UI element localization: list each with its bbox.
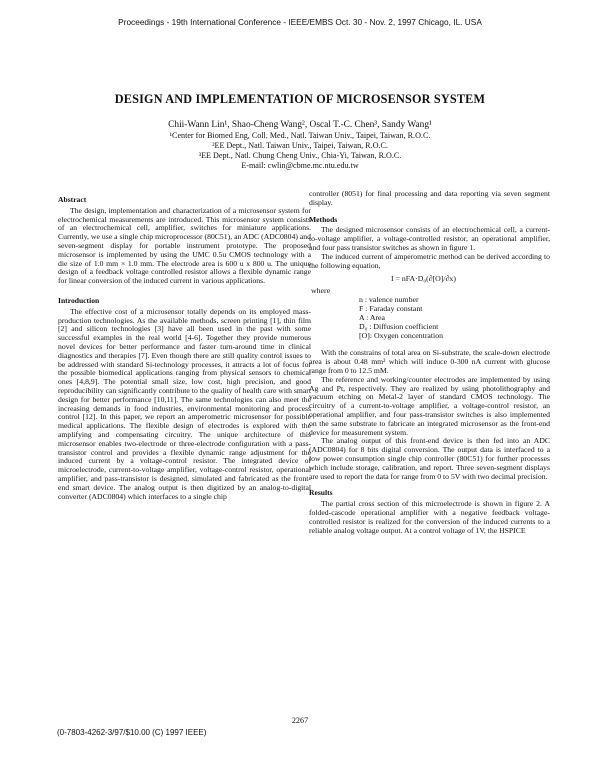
equation [309,275,550,287]
page-number: 2267 [291,716,309,725]
methods-para-2: The induced current of amperometric method can be derived according to the following equation, [309,251,550,270]
methods-para-3: With the constrains of total area on Si-substrate, the scale-down electrode area is about 0.48 mm² which will induce 0-300 nA current with glucose range from 0 to 12.5 mM. [309,348,550,375]
affiliation-2: ²EE Dept., Natl. Taiwan Univ., Taipei, Taiwan, R.O.C. [212,141,388,150]
definition-item: A : Area [359,313,385,323]
results-heading: Results [309,488,333,498]
introduction-heading: Introduction [58,295,100,305]
affiliation-3: ³EE Dept., Natl. Chung Cheng Univ., Chia-Yi, Taiwan, R.O.C. [198,151,402,160]
affiliation-1: ¹Center for Biomed Eng, Coll. Med., Natl. Taiwan Univ., Taipei, Taiwan, R.O.C. [169,131,431,140]
conference-header: Proceedings - 19th International Conference - IEEE/EMBS Oct. 30 - Nov. 2, 1997 Chicago, IL. USA [118,17,482,27]
left-column [58,196,311,501]
introduction-text: The effective cost of a microsensor totally depends on its employed mass-production technologies. As the available methods, screen printing [1], thin film [2] and silicon technologies [3] have all been used in the past with some successful examples in the real world [4-6]. Together they provide numerous novel devices for better performance and faster turn-around time in clinical diagnostics and therapies [7]. Even though there are still quality control issues to be addressed with standard Si-technology processes, it attracts a lot of focus for the possible biomedical applications ranging from physical sensors to chemical ones [4,8,9]. The potential small size, low cost, high precision, and good reproducibility can significantly contribute to the quality of health care with smart design for better performance [10,11]. The same technologies can also meet the increasing demands in food industries, environmental monitoring and process control [12]. In this paper, we report an amperometric microsensor for possible medical applications. The flexible design of electrodes is explored with the amplifying and compensating circuitry. The unique architecture of this microsensor enables two-electrode or three-electrode configuration with a pass-transistor control and provides a flexible dynamic range adjustment for the induced current by a voltage-control resistor. The integrated device of microelectrode, current-to-voltage amplifier, voltage-control resistor, operational amplifier, and pass-transistor is designed, simulated and fabricated as the front-end smart device. The analog output is then digitized by an analog-to-digital converter (ADC0804) which interfaces to a single chip [58,306,311,501]
equation-text: I = nFA·D₀(∂[O]/∂x) [391,274,456,284]
abstract-text: The design, implementation and characterization of a microsensor system for electrochemical measurements are introduced. This microsensor system consists of an electrochemical cell, amplifier, switches for miniature applications. Currently, we use a single chip microprocessor (80C51), an ADC (ADC0804) and seven-segment display for portable instrument prototype. The proposed microsensor is implemented by using the UMC 0.5u CMOS technology with a die size of 1.0 mm × 1.0 mm. The electrode area is 600 u x 800 u. The unique design of a feedback voltage controlled resistor allows a flexible dynamic range for linear conversion of the induced current in various applications. [58,205,311,286]
methods-para-5: The analog output of this front-end device is then fed into an ADC (ADC0804) for 8 bits digital conversion. The output data is interfaced to a low power consumption single chip controller (80C51) for further processes which include storage, calibration, and report. Three seven-segment displays are used to report the data for range from 0 to 5V with two decimal precision. [309,436,550,481]
authors: Chii-Wann Lin¹, Shao-Cheng Wang², Oscal T.-C. Chen³, Sandy Wang¹ [168,120,432,130]
methods-para-1: The designed microsensor consists of an electrochemical cell, a current-to-voltage amplifier, a voltage-controlled resistor, an operational amplifier, and four pass transistor switches as shown in figure 1. [309,225,550,252]
controller-continuation: controller (8051) for final processing and data reporting via seven segment display. [309,189,550,207]
methods-para-4: The reference and working/counter electrodes are implemented by using Ag and Pt, respectively. They are realized by using photolithography and vacuum etching on Metal-2 layer of standard CMOS technology. The circuitry of a current-to-voltage amplifier, a voltage-control resistor, an operational amplifier, and four pass-transistor switches is also implemented on the same substrate to fabricate an integrated microsensor as the front-end device for measurement system. [309,374,550,437]
copyright-footer: (0-7803-4262-3/97/$10.00 (C) 1997 IEEE) [57,728,207,737]
definition-item: [O]: Oxygen concentration [359,331,444,341]
author-email: E-mail: cwlin@cbme.mc.ntu.edu.tw [241,161,359,170]
right-column [309,190,550,535]
definition-item: n : valence number [359,295,419,305]
definition-item: F : Faraday constant [359,304,423,314]
definition-item: D₀ : Diffusion coefficient [359,322,439,332]
methods-heading: Methods [309,214,338,224]
paper-title: DESIGN AND IMPLEMENTATION OF MICROSENSOR SYSTEM [114,92,486,106]
results-text: The partial cross section of this microelectrode is shown in figure 2. A folded-cascode operational amplifier with a negative feedback voltage-controlled resistor is realized for the conversion of the induced currents to a reliable analog voltage output. At a control voltage of 1V, the HSPICE [309,499,550,535]
abstract-heading: Abstract [58,195,87,204]
where-label: where [311,286,331,296]
